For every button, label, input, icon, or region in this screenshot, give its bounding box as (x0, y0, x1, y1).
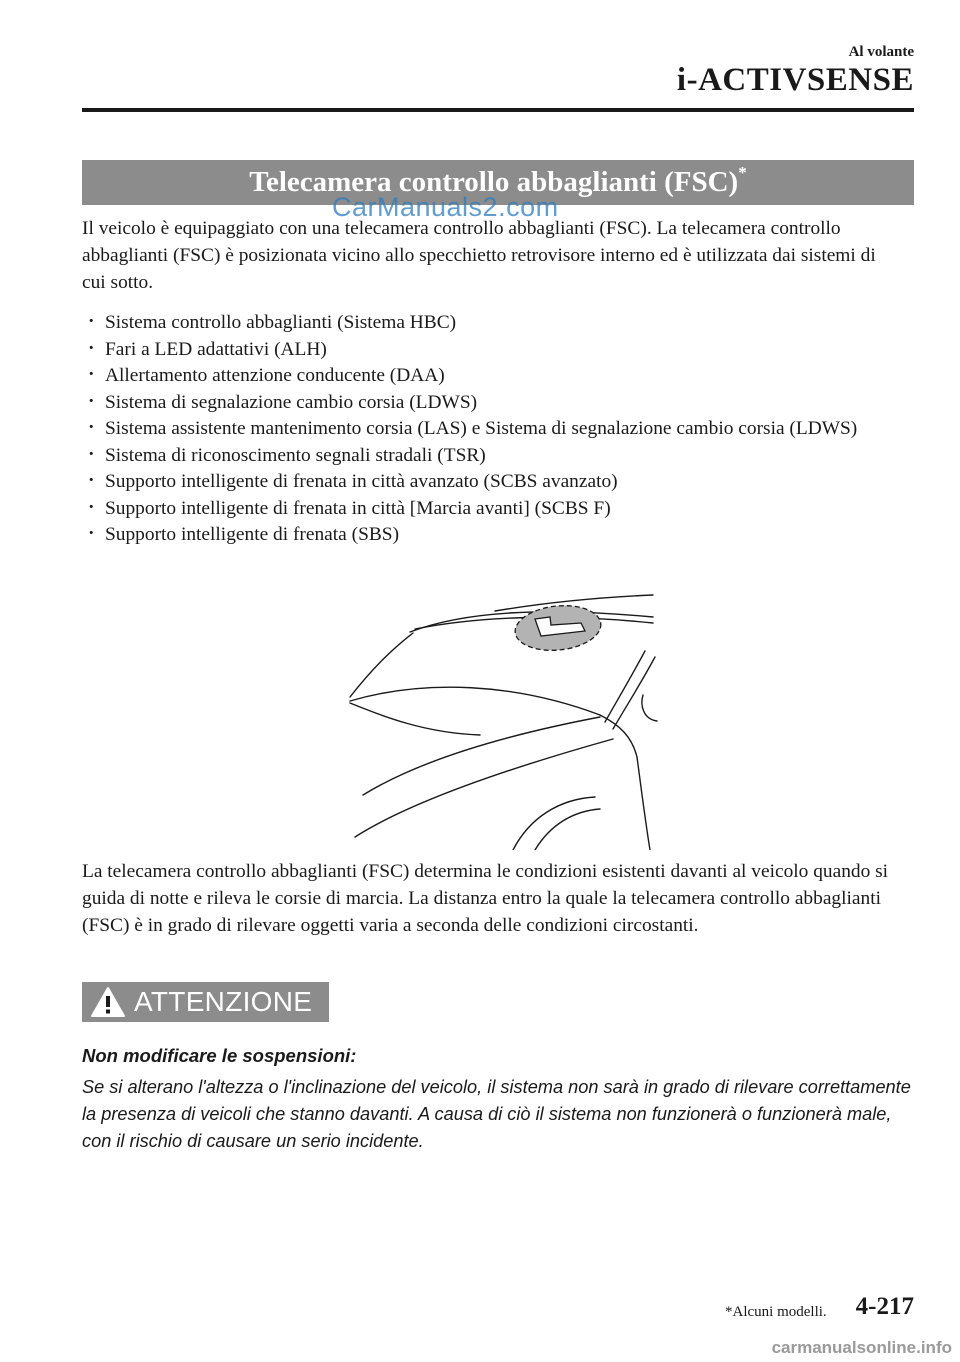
list-item: · Fari a LED adattativi (ALH) (88, 337, 908, 364)
list-item: · Sistema controllo abbaglianti (Sistema HBC) (88, 310, 908, 337)
section-heading: i-ACTIVSENSE (676, 62, 914, 98)
list-item: · Sistema di segnalazione cambio corsia (LDWS) (88, 390, 908, 417)
description-paragraph: La telecamera controllo abbaglianti (FSC) determina le condizioni esistenti davanti al veicolo quando si guida di notte e rileva le corsie di marcia. La distanza entro la quale la telecamera controllo abbaglianti (FSC) è in grado di rilevare oggetti varia a seconda delle condizioni circostanti. (82, 861, 889, 936)
hood-front (350, 703, 480, 735)
warning-triangle-icon (90, 986, 126, 1018)
warning-label: ATTENZIONE (134, 986, 313, 1017)
warning-text: Se si alterano l'altezza o l'inclinazione del veicolo, il sistema non sarà in grado di rilevare correttamente la presenza di veicoli che stanno davanti. A causa di ciò il sistema non funzionerà o funzionerà male, con il rischio di causare un serio incidente. (82, 1077, 911, 1151)
list-item: · Supporto intelligente di frenata (SBS) (88, 522, 908, 549)
page-number: 4-217 (855, 1293, 914, 1320)
optional-equipment-asterisk: * (738, 163, 747, 183)
intro-paragraph: Il veicolo è equipaggiato con una telecamera controllo abbaglianti (FSC). La telecamera controllo abbaglianti (FSC) è posizionata vicino allo specchietto retrovisore interno ed è utilizzata dai sistemi di cui sotto. (82, 218, 876, 293)
watermark: CarManuals2.com (332, 192, 559, 222)
chapter-label: Al volante (848, 44, 914, 60)
camera-location-illustration (345, 587, 665, 850)
hood-top (350, 687, 600, 715)
door-mirror (642, 695, 657, 721)
list-item: · Supporto intelligente di frenata in città [Marcia avanti] (SCBS F) (88, 496, 908, 523)
list-item: · Sistema assistente mantenimento corsia (LAS) e Sistema di segnalazione cambio corsia (LDWS) (88, 416, 908, 443)
list-item: · Sistema di riconoscimento segnali stradali (TSR) (88, 443, 908, 470)
footnote: *Alcuni modelli. (725, 1304, 827, 1320)
warning-badge (82, 982, 329, 1022)
wheel-arch-outer (513, 797, 595, 850)
list-item: · Supporto intelligente di frenata in città avanzato (SCBS avanzato) (88, 469, 908, 496)
body-side (637, 757, 650, 850)
section-title: Telecamera controllo abbaglianti (FSC) (249, 166, 739, 198)
systems-list (88, 310, 908, 549)
warning-heading: Non modificare le sospensioni: (82, 1045, 357, 1066)
list-item: · Allertamento attenzione conducente (DAA) (88, 363, 908, 390)
site-watermark: carmanualsonline.info (771, 1338, 952, 1357)
fender-line (363, 717, 600, 795)
wheel-arch-inner (535, 809, 600, 850)
fender-line-lower (355, 739, 613, 837)
windshield-left-edge (350, 633, 413, 697)
header-rule (82, 108, 914, 112)
